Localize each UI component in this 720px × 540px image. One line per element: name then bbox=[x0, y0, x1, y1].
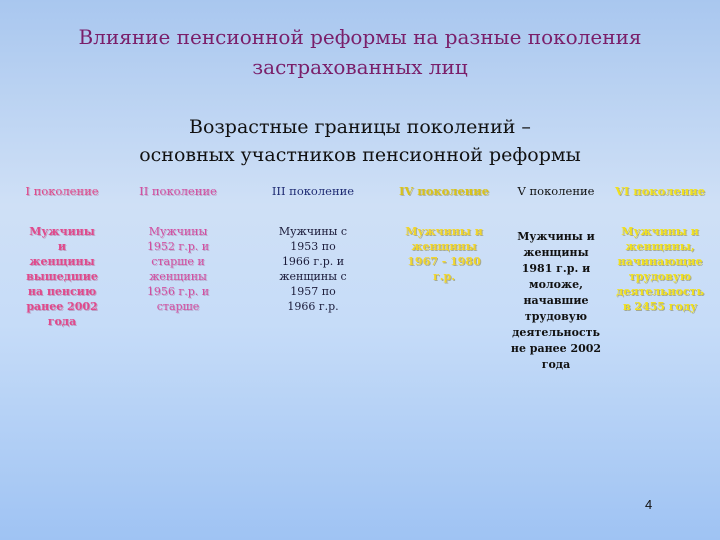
generation-2-line: старше и bbox=[151, 255, 205, 268]
generation-1-line: и bbox=[57, 240, 67, 253]
generation-1-line: женщины bbox=[29, 255, 95, 268]
generation-3-line: 1966 г.р. и bbox=[281, 255, 345, 268]
generation-3-header: III поколение bbox=[271, 184, 355, 198]
generation-2-line: Мужчины bbox=[148, 225, 208, 238]
generation-3-column bbox=[252, 184, 374, 384]
generation-3-line: 1957 по bbox=[290, 285, 336, 298]
generation-5-line: года bbox=[541, 358, 571, 371]
generation-1-line: ранее 2002 bbox=[26, 300, 98, 313]
generation-1-line: года bbox=[47, 315, 77, 328]
generation-3-line: 1953 по bbox=[290, 240, 336, 253]
generation-3-line: Мужчины с bbox=[278, 225, 348, 238]
generation-2-line: женщины bbox=[149, 270, 207, 283]
generation-6-header: VI поколение bbox=[614, 184, 706, 198]
slide-title bbox=[0, 22, 720, 82]
subtitle-line-1: Возрастные границы поколений – bbox=[189, 116, 531, 138]
generation-1-description bbox=[14, 224, 110, 329]
generation-2-column bbox=[123, 184, 233, 384]
generation-4-header: IV поколение bbox=[398, 184, 490, 198]
generation-2-description bbox=[123, 224, 233, 314]
title-line-2: застрахованных лиц bbox=[252, 55, 468, 79]
title-line-1: Влияние пенсионной реформы на разные поколения bbox=[78, 25, 642, 49]
slide-subtitle bbox=[0, 113, 720, 169]
generation-6-line: трудовую bbox=[628, 270, 692, 283]
generation-6-line: начинающие bbox=[617, 255, 703, 268]
generation-2-line: 1952 г.р. и bbox=[146, 240, 210, 253]
generation-4-line: женщины bbox=[411, 240, 477, 253]
generation-4-description bbox=[384, 224, 504, 284]
generation-6-line: в 2455 году bbox=[622, 300, 698, 313]
generation-6-description bbox=[604, 224, 716, 314]
generation-5-column bbox=[496, 184, 616, 394]
generation-1-line: вышедшие bbox=[26, 270, 98, 283]
generation-2-line: 1956 г.р. и bbox=[146, 285, 210, 298]
generation-2-header: II поколение bbox=[139, 184, 217, 198]
generation-4-column bbox=[384, 184, 504, 384]
subtitle-line-2: основных участников пенсионной реформы bbox=[139, 144, 581, 166]
generation-3-description bbox=[252, 224, 374, 314]
generation-1-line: на пенсию bbox=[27, 285, 97, 298]
generation-5-header: V поколение bbox=[517, 184, 595, 198]
generation-6-line: Мужчины и bbox=[621, 225, 699, 238]
generation-5-line: начавшие bbox=[523, 294, 589, 307]
generation-6-line: деятельность bbox=[616, 285, 704, 298]
generation-3-line: 1966 г.р. bbox=[287, 300, 339, 313]
generation-5-line: моложе, bbox=[529, 278, 583, 291]
generation-5-line: 1981 г.р. и bbox=[521, 262, 591, 275]
generation-5-line: трудовую bbox=[524, 310, 588, 323]
generation-6-column bbox=[604, 184, 716, 384]
generation-2-line: старше bbox=[156, 300, 200, 313]
generation-4-line: Мужчины и bbox=[405, 225, 483, 238]
generation-1-line: Мужчины bbox=[29, 225, 95, 238]
generation-4-line: г.р. bbox=[432, 270, 456, 283]
generation-5-line: не ранее 2002 bbox=[510, 342, 602, 355]
page-number: 4 bbox=[645, 497, 653, 512]
generation-5-line: женщины bbox=[523, 246, 589, 259]
generation-1-header: I поколение bbox=[25, 184, 99, 198]
generation-5-line: деятельность bbox=[512, 326, 600, 339]
generation-5-line: Мужчины и bbox=[517, 230, 595, 243]
generation-3-line: женщины с bbox=[279, 270, 347, 283]
generation-5-description bbox=[496, 229, 616, 373]
generation-6-line: женщины, bbox=[625, 240, 695, 253]
generation-4-line: 1967 - 1980 bbox=[407, 255, 481, 268]
generation-1-column bbox=[14, 184, 110, 384]
